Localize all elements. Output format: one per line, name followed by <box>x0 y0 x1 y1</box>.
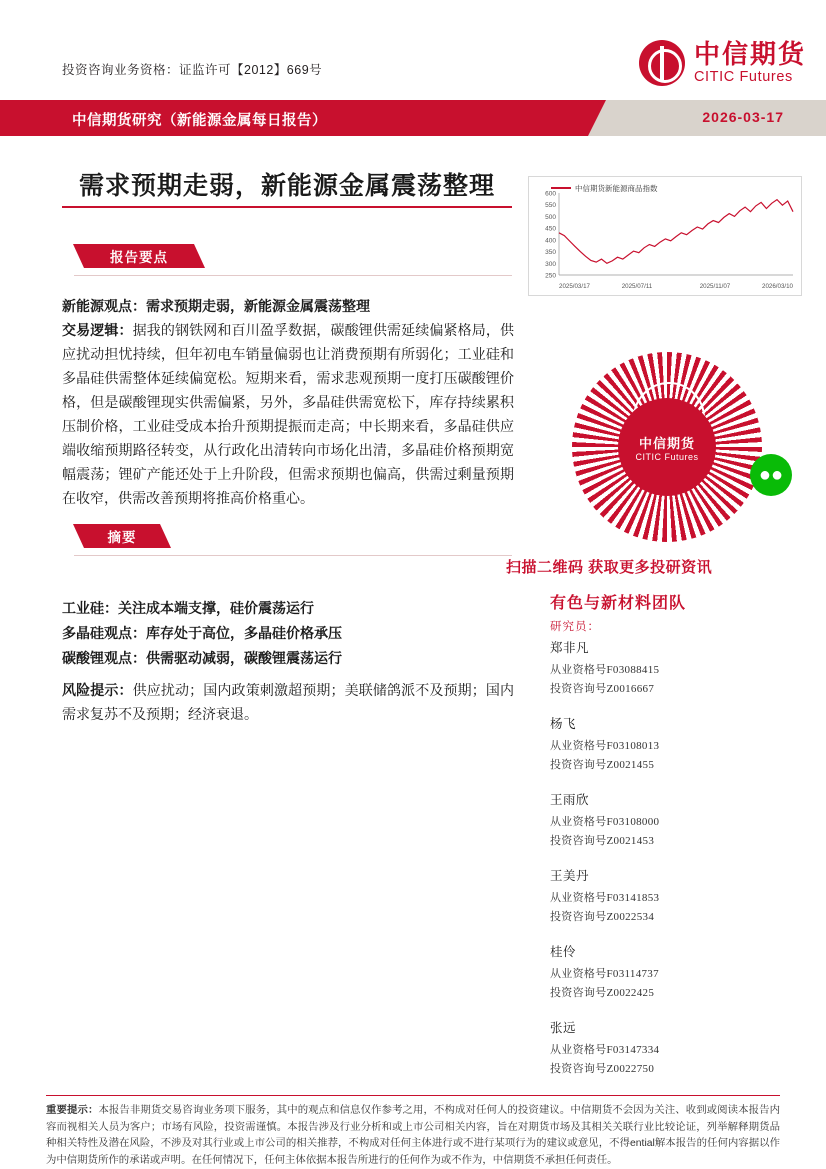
analyst-cert: 从业资格号F03108013 <box>550 740 660 752</box>
chart-canvas <box>529 177 799 293</box>
analyst-name: 郑非凡 <box>550 641 590 655</box>
analyst-cert: 从业资格号F03088415 <box>550 664 660 676</box>
svg-text:2025/03/17: 2025/03/17 <box>559 283 590 290</box>
section-divider-abstract <box>74 555 512 556</box>
svg-text:500: 500 <box>545 213 556 221</box>
analyst-consult: 投资咨询号Z0022534 <box>550 911 655 923</box>
analyst-consult: 投资咨询号Z0016667 <box>550 683 655 695</box>
svg-text:600: 600 <box>545 190 556 198</box>
report-series-title: 中信期货研究（新能源金属每日报告） <box>72 113 327 129</box>
analyst-consult: 投资咨询号Z0022425 <box>550 987 655 999</box>
analyst-entry <box>550 714 800 775</box>
analyst-consult: 投资咨询号Z0022750 <box>550 1063 655 1075</box>
analyst-cert: 从业资格号F03141853 <box>550 892 660 904</box>
logic-label: 交易逻辑： <box>62 322 133 338</box>
svg-text:300: 300 <box>545 260 556 268</box>
svg-text:2026/03/10: 2026/03/10 <box>762 283 793 290</box>
analyst-name: 王美丹 <box>550 869 590 883</box>
citic-logo-icon <box>639 40 685 86</box>
abstract-line <box>62 621 514 646</box>
chart-legend-swatch <box>551 187 571 189</box>
abstract-text: 供需驱动减弱，碳酸锂震荡运行 <box>146 650 342 666</box>
svg-text:400: 400 <box>545 237 556 245</box>
qr-code[interactable] <box>572 352 762 542</box>
analyst-name: 王雨欣 <box>550 793 590 807</box>
analyst-entry <box>550 866 800 927</box>
analyst-cert: 从业资格号F03114737 <box>550 968 659 980</box>
qr-center-logo <box>618 398 716 496</box>
logo-name-en: CITIC Futures <box>693 69 793 86</box>
risk-paragraph <box>62 678 514 726</box>
report-date: 2026-03-17 <box>702 109 784 125</box>
analyst-cert: 从业资格号F03147334 <box>550 1044 660 1056</box>
qr-center-line1: 中信期货 <box>638 435 695 451</box>
logo-name-cn: 中信期货 <box>693 39 806 70</box>
analyst-cert: 从业资格号F03108000 <box>550 816 660 828</box>
analyst-name: 张远 <box>550 1021 577 1035</box>
svg-text:2025/11/07: 2025/11/07 <box>699 283 731 290</box>
section-tab-highlights: 报告要点 <box>84 244 194 268</box>
company-logo <box>639 40 806 86</box>
abstract-line <box>62 646 514 671</box>
analyst-entry <box>550 1018 800 1079</box>
footer-label: 重要提示： <box>46 1105 99 1116</box>
abstract-text: 库存处于高位，多晶硅价格承压 <box>146 625 342 641</box>
viewpoint-paragraph <box>62 294 514 318</box>
scan-hint: 扫描二维码 获取更多投研资讯 <box>506 559 713 576</box>
footer-disclaimer <box>46 1103 780 1169</box>
wechat-icon: ●● <box>750 454 792 496</box>
analyst-entry <box>550 942 800 1003</box>
logo-text <box>694 40 806 85</box>
title-divider <box>62 206 512 208</box>
chart-legend-label: 中信期货新能源商品指数 <box>575 184 658 193</box>
footer-divider <box>46 1095 780 1096</box>
logic-paragraph <box>62 318 514 510</box>
svg-text:350: 350 <box>545 249 556 257</box>
page-title: 需求预期走弱，新能源金属震荡整理 <box>78 172 495 200</box>
analyst-entry <box>550 790 800 851</box>
abstract-label: 工业硅： <box>62 600 118 616</box>
index-chart <box>528 176 802 296</box>
risk-text: 供应扰动；国内政策刺激超预期；美联储鸽派不及预期；国内需求复苏不及预期；经济衰退。 <box>62 682 515 722</box>
svg-text:2025/07/11: 2025/07/11 <box>621 283 653 290</box>
abstract-label: 碳酸锂观点： <box>62 650 146 666</box>
logic-text: 据我的钢铁网和百川盈孚数据，碳酸锂供需延续偏紧格局，供应扰动担忧持续，但年初电车销量偏弱也让消费预期有所弱化；工业硅和多晶硅供需整体延续偏宽松。短期来看，需求悲观预期一度打压碳酸锂价格，但是碳酸锂现实供需偏紧，另外，多晶硅供需宽松下，库存持续累积压制价格，工业硅受成本抬升预期提振而走高；中长期来看，多晶硅供应端收缩预期路径转变，从行政化出清转向市场化出清，多晶硅价格预期宽幅震荡；锂矿产能还处于上升阶段，但需求预期也偏高，供需过剩量预期在收窄，供需改善预期将推高价格重心。 <box>62 322 515 506</box>
footer-text: 本报告非期货交易咨询业务项下服务，其中的观点和信息仅作参考之用，不构成对任何人的投资建议。中信期货不会因为关注、收到或阅读本报告内容而视相关人员为客户；市场有风险，投资需谨慎。本报告涉及行业分析和或上市公司相关内容，旨在对期货市场及其相关关联行业比较论证，列举解释期货品种相关特性及潜在风险，不涉及对其行业或上市公司的相关推荐，不构成对任何主体进行或不进行某项行为的建议或意见，不得ential解本报告的任何内容据以作为中信期货所作的承诺或声明。在任何情况下，任何主体依据本报告所进行的任何作为或不作为，中信期货不承担任何责任。 <box>46 1105 780 1166</box>
abstract-text: 关注成本端支撑，硅价震荡运行 <box>118 600 314 616</box>
viewpoint-label: 新能源观点： <box>62 298 146 314</box>
researcher-label: 研究员： <box>550 621 600 633</box>
analyst-name: 桂伶 <box>550 945 577 959</box>
abstract-line <box>62 596 514 621</box>
analyst-name: 杨飞 <box>550 717 577 731</box>
abstract-block <box>62 596 514 671</box>
risk-label: 风险提示： <box>62 682 133 698</box>
analyst-consult: 投资咨询号Z0021455 <box>550 759 655 771</box>
svg-text:550: 550 <box>545 202 556 210</box>
section-divider-highlights <box>74 275 512 276</box>
analyst-consult: 投资咨询号Z0021453 <box>550 835 655 847</box>
viewpoint-text: 需求预期走弱，新能源金属震荡整理 <box>146 298 370 314</box>
svg-text:450: 450 <box>545 225 556 233</box>
team-title: 有色与新材料团队 <box>550 595 687 612</box>
section-tab-abstract: 摘要 <box>84 524 160 548</box>
qr-center-line2: CITIC Futures <box>635 451 699 462</box>
header-band <box>0 100 826 136</box>
abstract-label: 多晶硅观点： <box>62 625 146 641</box>
svg-text:250: 250 <box>545 272 556 280</box>
analyst-list <box>550 638 800 1094</box>
qualification-line: 投资咨询业务资格：证监许可【2012】669号 <box>62 63 323 77</box>
analyst-entry <box>550 638 800 699</box>
